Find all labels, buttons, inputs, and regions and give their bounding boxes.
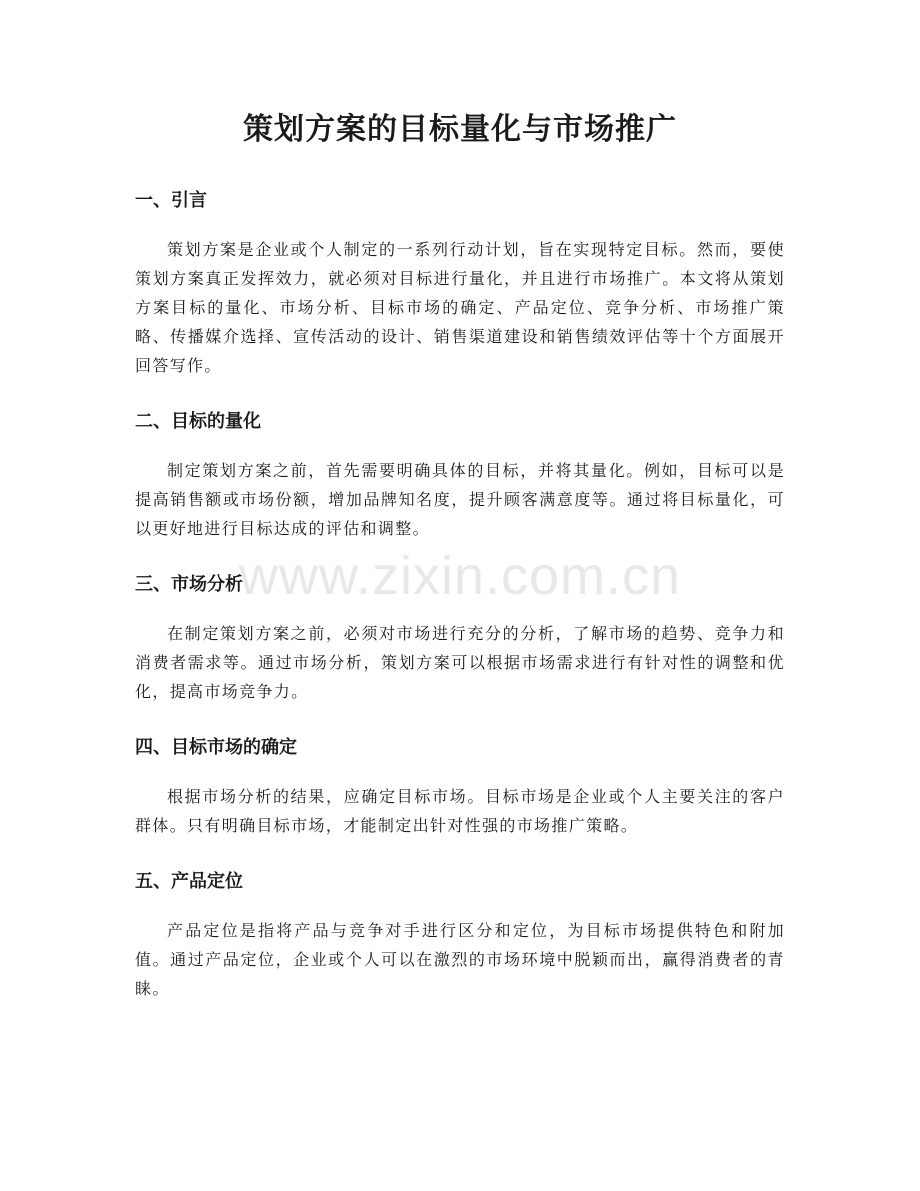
section-heading: 三、市场分析 (135, 574, 243, 595)
section-paragraph: 根据市场分析的结果，应确定目标市场。目标市场是企业或个人主要关注的客户群体。只有明确目标市场，才能制定出针对性强的市场推广策略。 (135, 787, 785, 835)
section-goal-quantification (135, 407, 785, 543)
section-heading: 四、目标市场的确定 (135, 737, 297, 758)
section-introduction (135, 186, 785, 380)
document-title: 策划方案的目标量化与市场推广 (243, 112, 677, 147)
section-product-positioning (135, 867, 785, 1003)
section-paragraph: 在制定策划方案之前，必须对市场进行充分的分析，了解市场的趋势、竞争力和消费者需求等。通过市场分析，策划方案可以根据市场需求进行有针对性的调整和优化，提高市场竞争力。 (135, 624, 785, 701)
section-heading: 二、目标的量化 (135, 411, 261, 432)
document-body (135, 186, 785, 1003)
watermark-text: www.zixin.com.cn (238, 546, 682, 606)
section-heading: 一、引言 (135, 190, 207, 211)
section-paragraph: 策划方案是企业或个人制定的一系列行动计划，旨在实现特定目标。然而，要使策划方案真正发挥效力，就必须对目标进行量化，并且进行市场推广。本文将从策划方案目标的量化、市场分析、目标市场的确定、产品定位、竞争分析、市场推广策略、传播媒介选择、宣传活动的设计、销售渠道建设和销售绩效评估等十个方面展开回答写作。 (135, 240, 785, 375)
section-heading: 五、产品定位 (135, 871, 243, 892)
section-paragraph: 制定策划方案之前，首先需要明确具体的目标，并将其量化。例如，目标可以是提高销售额或市场份额，增加品牌知名度，提升顾客满意度等。通过将目标量化，可以更好地进行目标达成的评估和调整。 (135, 461, 785, 538)
section-target-market (135, 733, 785, 840)
section-market-analysis (135, 570, 785, 706)
section-paragraph: 产品定位是指将产品与竞争对手进行区分和定位，为目标市场提供特色和附加值。通过产品定位，企业或个人可以在激烈的市场环境中脱颖而出，赢得消费者的青睐。 (135, 921, 785, 998)
